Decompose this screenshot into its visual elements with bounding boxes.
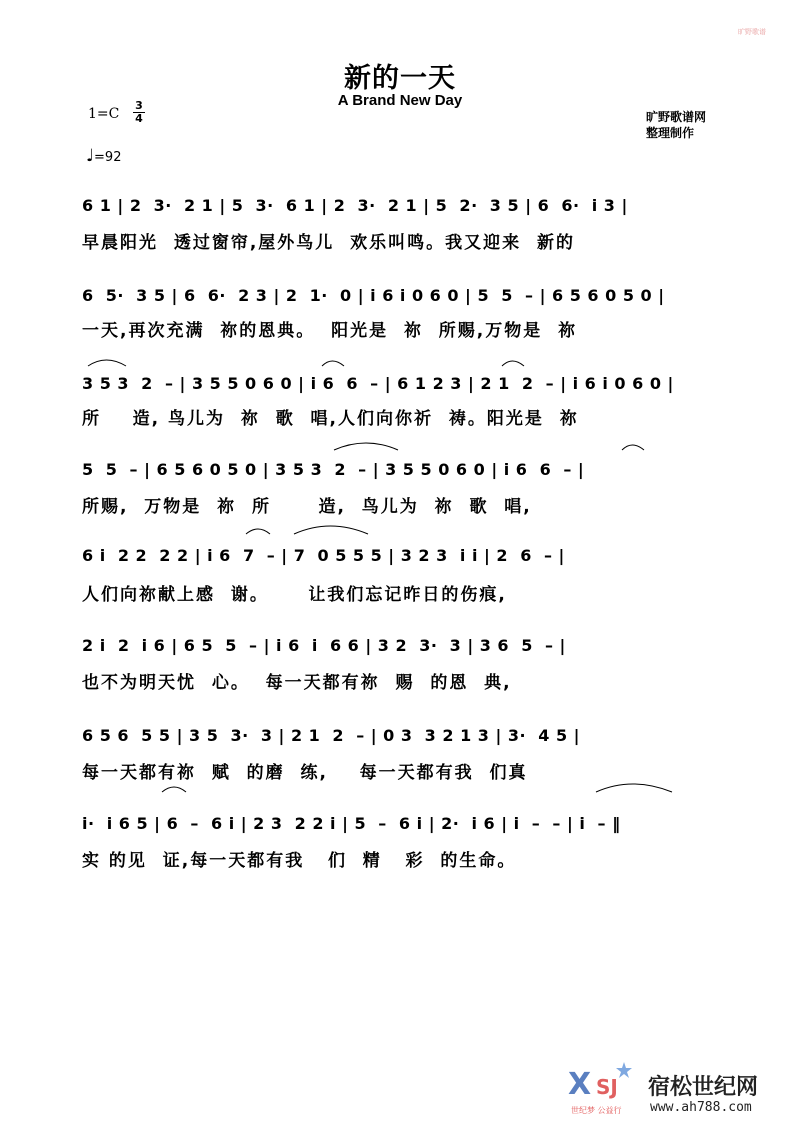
notation-row-6: 2 i 2 i 6 | 6 5 5 – | i 6 i 6 6 | 3 2 3· 3 | 3 6 5 – | bbox=[82, 636, 566, 655]
slur-svg bbox=[82, 436, 722, 456]
slur-marks bbox=[82, 352, 722, 372]
lyric-row-6: 也不为明天忧 心。 每一天都有祢 赐 的恩 典, bbox=[82, 673, 512, 693]
notation-row-2: 6 5· 3 5 | 6 6· 2 3 | 2 1· 0 | i 6 i 0 6 0 | 5 5 – | 6 5 6 0 5 0 | bbox=[82, 286, 665, 305]
xsj-logo bbox=[566, 1058, 642, 1106]
watermark-brand: 宿松世纪网 bbox=[648, 1075, 759, 1100]
song-title: 新的一天 bbox=[344, 63, 456, 94]
svg-text:X: X bbox=[568, 1067, 592, 1102]
lyric-row-3: 所 造, 鸟儿为 祢 歌 唱,人们向你祈 祷。阳光是 祢 bbox=[82, 409, 579, 429]
watermark-url: www.ah788.com bbox=[650, 1100, 752, 1115]
lyric-row-2: 一天,再次充满 祢的恩典。 阳光是 祢 所赐,万物是 祢 bbox=[82, 321, 578, 341]
svg-text:SJ: SJ bbox=[596, 1075, 618, 1099]
lyric-row-4: 所赐, 万物是 祢 所 造, 鸟儿为 祢 歌 唱, bbox=[82, 497, 532, 517]
slur-svg bbox=[82, 520, 722, 540]
source-credit: 旷野歌谱网 bbox=[646, 110, 707, 124]
arranger-credit: 整理制作 bbox=[646, 126, 695, 140]
notation-row-7: 6 5 6 5 5 | 3 5 3· 3 | 2 1 2 – | 0 3 3 2 1 3 | 3· 4 5 | bbox=[82, 726, 580, 745]
lyric-row-7: 每一天都有祢 赋 的磨 练, 每一天都有我 们真 bbox=[82, 763, 528, 783]
lyric-row-5: 人们向祢献上感 谢。 让我们忘记昨日的伤痕, bbox=[82, 585, 507, 605]
notation-row-8: i· i 6 5 | 6 – 6 i | 2 3 2 2 i | 5 – 6 i | 2· i 6 | i – – | i – ‖ bbox=[82, 814, 621, 833]
notation-row-4: 5 5 – | 6 5 6 0 5 0 | 3 5 3 2 – | 3 5 5 0 6 0 | i 6 6 – | bbox=[82, 460, 585, 479]
notation-row-3: 3 5 3 2 – | 3 5 5 0 6 0 | i 6 6 – | 6 1 2 3 | 2 1 2 – | i 6 i 0 6 0 | bbox=[82, 374, 674, 393]
slur-marks bbox=[82, 436, 722, 456]
key-signature: 1=C bbox=[88, 106, 120, 122]
lyric-row-1: 早晨阳光 透过窗帘,屋外鸟儿 欢乐叫鸣。我又迎来 新的 bbox=[82, 233, 575, 253]
meter-bottom: 4 bbox=[135, 112, 143, 125]
notation-row-5: 6 i 2 2 2 2 | i 6 7 – | 7 0 5 5 5 | 3 2 3 i i | 2 6 – | bbox=[82, 546, 565, 565]
notation-row-1: 6 1 | 2 3· 2 1 | 5 3· 6 1 | 2 3· 2 1 | 5 2· 3 5 | 6 6· i 3 | bbox=[82, 196, 628, 215]
lyric-row-8: 实 的见 证,每一天都有我 们 精 彩 的生命。 bbox=[82, 851, 517, 871]
time-signature bbox=[132, 100, 146, 125]
tempo-value: =92 bbox=[94, 150, 122, 165]
slur-marks bbox=[82, 520, 722, 540]
watermark-slogan: 世纪梦 公益行 bbox=[571, 1106, 622, 1115]
slur-svg bbox=[82, 352, 722, 372]
tempo-marking bbox=[86, 146, 121, 166]
corner-stamp: 旷野歌谱 bbox=[738, 28, 766, 36]
song-subtitle: A Brand New Day bbox=[337, 92, 463, 109]
meter-top: 3 bbox=[135, 99, 143, 112]
quarter-note-icon: ♩ bbox=[86, 146, 95, 166]
